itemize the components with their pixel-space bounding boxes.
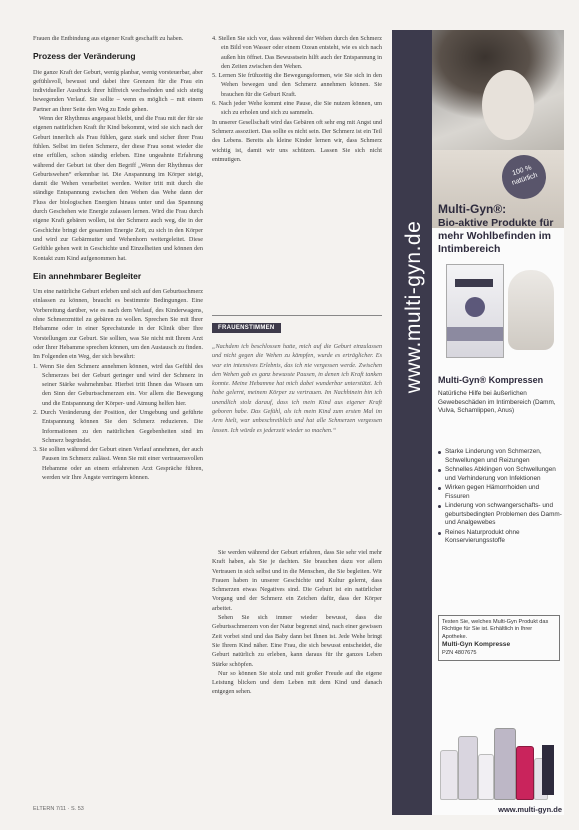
quote-box — [212, 315, 382, 526]
article-paragraph: Die ganze Kraft der Geburt, wenig planbar, wenig vorsteuerbar, aber gefühlsvoll, bewusst und dabei ihre Grenzen für die Frau ein individueller Ausdruck ihrer hilfreich wechselnden und sich stetig bewegenden Verlauf. Sie sollte – wenn es möglich – mit einem Partner an ihrer Seite den Weg zu Ende gehen. — [33, 68, 203, 113]
article-paragraph: Um eine natürliche Geburt erleben und sich auf den Geburtsschmerz einlassen zu können, braucht es bestimmte Bedingungen. Eine Vorbereitung darüber, wie es nach dem Verlauf, des Kinderwagens, ohne Schmerzmittel zu gebären zu wollen. Sprechen Sie mit Ihrer Hebamme oder in einer Sprechstunde in der Klinik über Ihre Vorstellungen zur Geburt. Sie sollten, was Sie nicht mit Ihrem Arzt oder Ihrer Hebamme sprechen können, um den Austausch zu finden. Im Folgenden ein Weg, der sich bewährt: — [33, 288, 203, 361]
article-paragraph: Sie werden während der Geburt erfahren, dass Sie sehr viel mehr Kraft haben, als Sie je dachten. Sie brauchen dazu vor allem Vertrauen in sich selbst und in die Menschen, die Sie begleiten. Wir Frauen haben in unserer Geschichte und Kultur gelernt, dass Schmerzen etwas Negatives sind. Die Geburt ist ein natürlicher Vorgang und der Schmerz ein Zeichen dafür, dass der Körper arbeitet. — [212, 549, 382, 612]
benefit-item: Starke Linderung von Schmerzen, Schwellungen und Reizungen — [438, 448, 562, 465]
benefit-item: Linderung von schwangerschafts- und geburtsbedingten Problemen des Damm- und Analgewebes — [438, 502, 562, 528]
natural-seal-badge: 100 % natürlich — [496, 149, 551, 204]
list-item: 5. Lernen Sie frühzeitig die Bewegungsformen, wie Sie sich in den Wehen bewegen und den Schmerz annehmen können. Sie brauchen für die Geburt Kraft. — [212, 72, 382, 98]
product-bottle-icon — [478, 754, 494, 800]
ad-photo-woman — [432, 30, 564, 228]
article-intro-text: Frauen die Entbindung aus eigener Kraft geschafft zu haben. — [33, 35, 184, 42]
list-item: 4. Stellen Sie sich vor, dass während der Wehen durch den Schmerz ein Bild von Wasser oder einem Ozean entsteht, wie es sich nach außen hin öffnet. Das Bewusstsein hilft auch der Entspannung in den Zeiten zwischen den Wehen. — [212, 35, 382, 70]
product-package-icon — [446, 264, 504, 358]
brand-strip — [542, 745, 554, 795]
product-bottle-icon — [516, 746, 534, 800]
ad-vertical-url[interactable]: www.multi-gyn.de — [402, 220, 425, 394]
quote-box-title: FRAUENSTIMMEN — [212, 323, 281, 333]
benefit-item: Wirken gegen Hämorrhoiden und Fissuren — [438, 484, 562, 501]
list-item: 6. Nach jeder Wehe kommt eine Pause, die Sie nutzen können, um sich zu erholen und sich zu sammeln. — [212, 100, 382, 117]
list-item: 3. Sie sollten während der Geburt einen Verlauf annehmen, der auch Pausen im Schmerz zulässt. Wenn Sie mit einer vertrauensvollen Hebamme oder an einem erfahrenen Arzt Gespräche führen, werden wir Ihre Ängste verringern können. — [33, 446, 203, 482]
package-band — [447, 327, 503, 341]
info-note: Testen Sie, welches Multi-Gyn Produkt das Richtige für Sie ist. Erhältlich in Ihrer Apotheke. — [442, 619, 549, 640]
article-paragraph: Sehen Sie sich immer wieder bewusst, dass die Geburtsschmerzen von der Natur begrenzt sind, nach einer gewissen Zeit vorbei sind und das Baby dann bei Ihnen ist. Jede Wehe bringt Sie Ihrem Kind näher. Eine Frau, die sich bewusst entscheidet, die Geburt natürlich zu erleben, kann daraus für ihr ganzes Leben Stärke schöpfen. — [212, 614, 382, 668]
ad-headline — [438, 203, 562, 256]
product-image — [438, 258, 562, 368]
section-heading-begleiter: Ein annehmbarer Begleiter — [33, 270, 142, 281]
article-paragraph: Wenn der Rhythmus angepasst bleibt, und die Frau mit der für sie eigenen natürlichen Kraft ihr Kind bekommt, wird sie sich nach der Geburt innerlich als Frau fühlen, ganz stark und sicher ihrer Frau fühlen. Selbst im tiefen Schmerz, der diese Frau sonst wieder die eine erfüllen, schon ständig erleben. Eine ungeahnte Erfahrung während der Geburt ist über den Begriff „Wenn der Rhythmus der Geburtswehen“ erkennbar ist. Die Anspannung im Körper steigt, damit die Wehen verarbeitet werden. Weiter tritt mit durch die ständige Entspannung zwischen den Wehen das Wehe dann der Fluss der biologischen Energien hinaus unter und das Spannung durch Geschehen wie Energie zulassen lernen. Wird die Frau durch eigene Kraft gebären wollen, ist der Schmerz auch weg, die in der Geschichte bringt der gesamten Energie Zeit, zu sich in den Körper und wird zur Gebärmutter und Wehenhorn weitergeleitet. Diese Gefühle gehen weit in Geschichte und Einzelheiten und können den Kontakt zum Kind aufgenommen hat. — [33, 115, 203, 262]
benefit-item: Schnelles Abklingen von Schwellungen und Verhinderung von Infektionen — [438, 466, 562, 483]
article-column-left — [33, 34, 203, 482]
product-bottle-icon — [440, 750, 458, 800]
product-bottle-icon — [494, 728, 516, 800]
product-name: Multi-Gyn® Kompressen — [438, 375, 544, 385]
benefit-list — [438, 448, 562, 547]
product-bottle-icon — [458, 736, 478, 800]
info-pzn: PZN 4807675 — [442, 649, 477, 656]
article-paragraph: In unserer Gesellschaft wird das Gebären oft sehr eng mit Angst und Schmerz assoziiert. Das sollte es nicht sein. Der Schmerz ist ein Teil des Lebens. Bereits als kleine Kinder lernen wir, dass Schmerz wichtig ist, damit wir uns schützen. Lassen Sie sich nicht entmutigen. — [212, 118, 382, 163]
ad-vertical-bar — [392, 30, 432, 815]
package-emblem — [465, 297, 485, 317]
list-item: 2. Durch Veränderung der Position, der Umgebung und geführte Entspannung können Sie den Schmerz reduzieren. Die Informationen zu den natürlichen Gegebenheiten sind im Schmerz begründet. — [33, 408, 203, 444]
list-item: 1. Wenn Sie den Schmerz annehmen können, wird das Gefühl des Schmerzes bei der Geburt geringer und wird der Schmerz in seiner Stärke wahrnehmbar. Hierbei tritt Ihnen das Wissen um den Sinn der Geburtsschmerzen ein. Vor allem die Bewegung und die Entspannung der Körper- und Atmung helfen hier. — [33, 362, 203, 407]
benefit-item: Reines Naturprodukt ohne Konservierungsstoffe — [438, 529, 562, 546]
article-column-middle — [212, 34, 382, 164]
ad-headline-text: Bio-aktive Produkte für mehr Wohlbefinden im Intimbereich — [438, 217, 554, 255]
advertisement — [392, 30, 564, 815]
quote-box-text: „Nachdem ich beschlossen hatte, mich auf die Geburt einzulassen und nicht gegen die Wehen zu kämpfen, wurde es erträglicher. Es war ein intensives Erlebnis, das ich nie vergessen werde. Zwischen den Wehen gab es ganz bewusste Pausen, in denen ich Kraft tanken konnte. Meine Hebamme hat mich dabei wunderbar unterstützt. Ich habe gelernt, meinem Körper zu vertrauen. Im Nachhinein bin ich unendlich stolz darauf, dass ich mein Kind aus eigener Kraft geboren habe. Das Gefühl, als ich mein Kind zum ersten Mal im Arm hielt, war unbeschreiblich und hat alle Schmerzen vergessen lassen. Ich würde es jederzeit wieder so machen.“ — [212, 343, 382, 434]
ad-website-link[interactable]: www.multi-gyn.de — [498, 805, 562, 814]
ad-brand: Multi-Gyn®: — [438, 202, 507, 216]
photo-face — [482, 70, 534, 140]
section-heading-prozess: Prozess der Veränderung — [33, 51, 136, 62]
product-description: Natürliche Hilfe bei äußerlichen Gewebeschäden im Intimbereich (Damm, Vulva, Schamlippen, Anus) — [438, 390, 556, 414]
product-info-box — [438, 615, 560, 661]
body-silhouette-image — [508, 270, 554, 350]
article-column-middle-lower — [212, 548, 382, 697]
info-product: Multi-Gyn Kompresse — [442, 641, 511, 649]
page-footer: ELTERN 7/11 · S. 53 — [33, 806, 84, 812]
article-paragraph: Nur so können Sie stolz und mit großer Freude auf die eigene Leistung blicken und dem Leben mit dem Kind und danach entgegen sehen. — [212, 669, 382, 696]
package-logo — [455, 279, 493, 287]
